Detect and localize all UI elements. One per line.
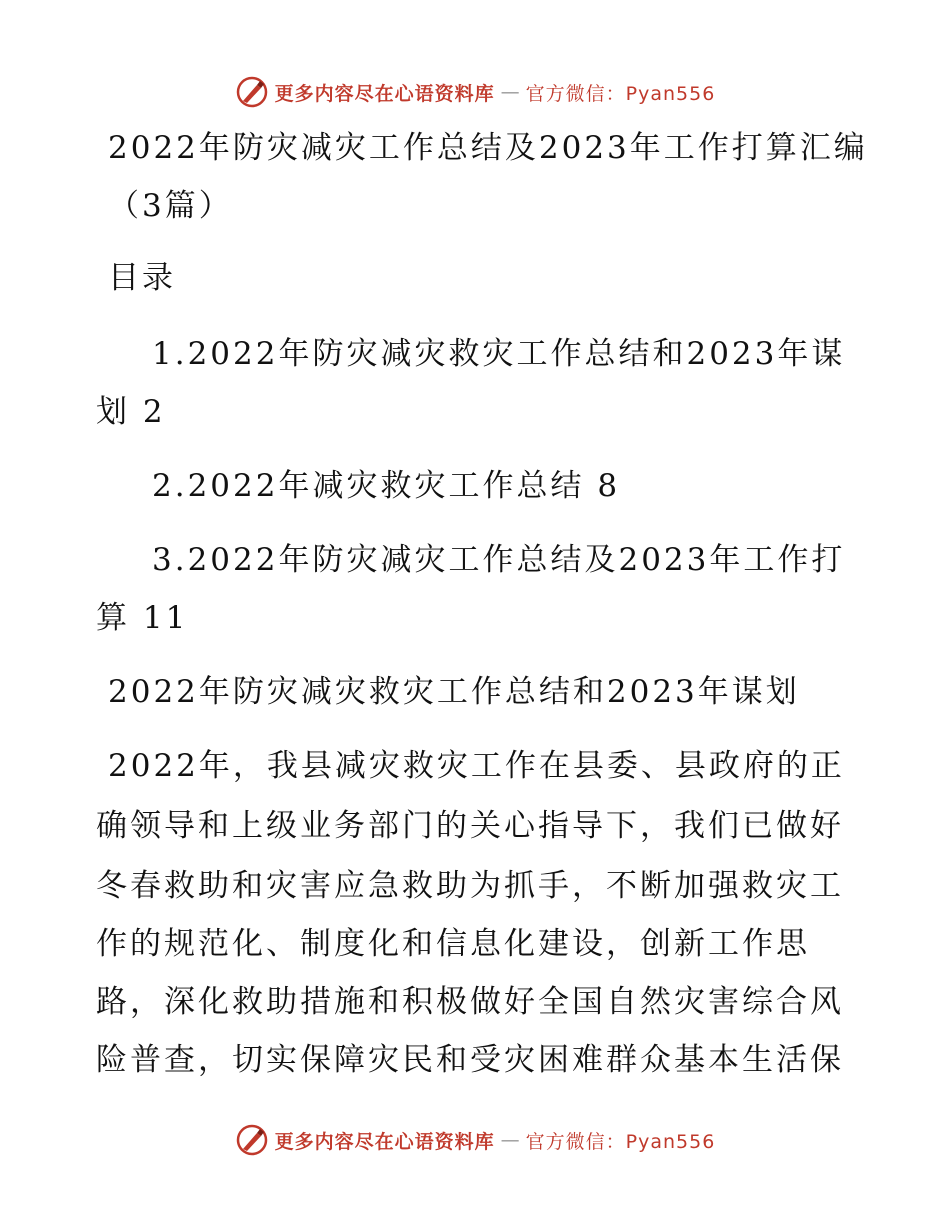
banner-separator: — <box>500 81 520 103</box>
paragraph-line: 冬春救助和灾害应急救助为抓手，不断加强救灾工 <box>96 868 844 904</box>
banner-separator: — <box>500 1129 520 1151</box>
paragraph-line: 确领导和上级业务部门的关心指导下，我们已做好 <box>96 808 844 844</box>
pen-logo-icon <box>235 1123 269 1157</box>
toc-item-1-line1[interactable]: 1.2022年防灾减灾救灾工作总结和2023年谋 <box>152 336 846 372</box>
doc-title-line2: （3篇） <box>108 188 233 224</box>
banner-text: 更多内容尽在心语资料库 <box>274 1130 495 1153</box>
doc-title-line1: 2022年防灾减灾工作总结及2023年工作打算汇编 <box>108 130 868 166</box>
banner-wechat: 官方微信：Pyan556 <box>525 1130 716 1153</box>
pen-logo-icon <box>235 75 269 109</box>
section-heading: 2022年防灾减灾救灾工作总结和2023年谋划 <box>108 674 800 710</box>
paragraph-line: 作的规范化、制度化和信息化建设，创新工作思 <box>96 926 810 962</box>
toc-item-3-line1[interactable]: 3.2022年防灾减灾工作总结及2023年工作打 <box>152 542 846 578</box>
paragraph-line: 2022年，我县减灾救灾工作在县委、县政府的正 <box>108 748 845 784</box>
toc-item-2[interactable]: 2.2022年减灾救灾工作总结 8 <box>152 468 621 504</box>
banner-wechat: 官方微信：Pyan556 <box>525 82 716 105</box>
toc-item-1-line2[interactable]: 划 2 <box>96 394 166 430</box>
header-banner <box>0 72 950 112</box>
toc-item-3-line2[interactable]: 算 11 <box>96 600 189 636</box>
paragraph-line: 险普查，切实保障灾民和受灾困难群众基本生活保 <box>96 1042 844 1078</box>
paragraph-line: 路，深化救助措施和积极做好全国自然灾害综合风 <box>96 984 844 1020</box>
banner-text: 更多内容尽在心语资料库 <box>274 82 495 105</box>
toc-heading: 目录 <box>108 260 176 296</box>
footer-banner <box>0 1120 950 1160</box>
